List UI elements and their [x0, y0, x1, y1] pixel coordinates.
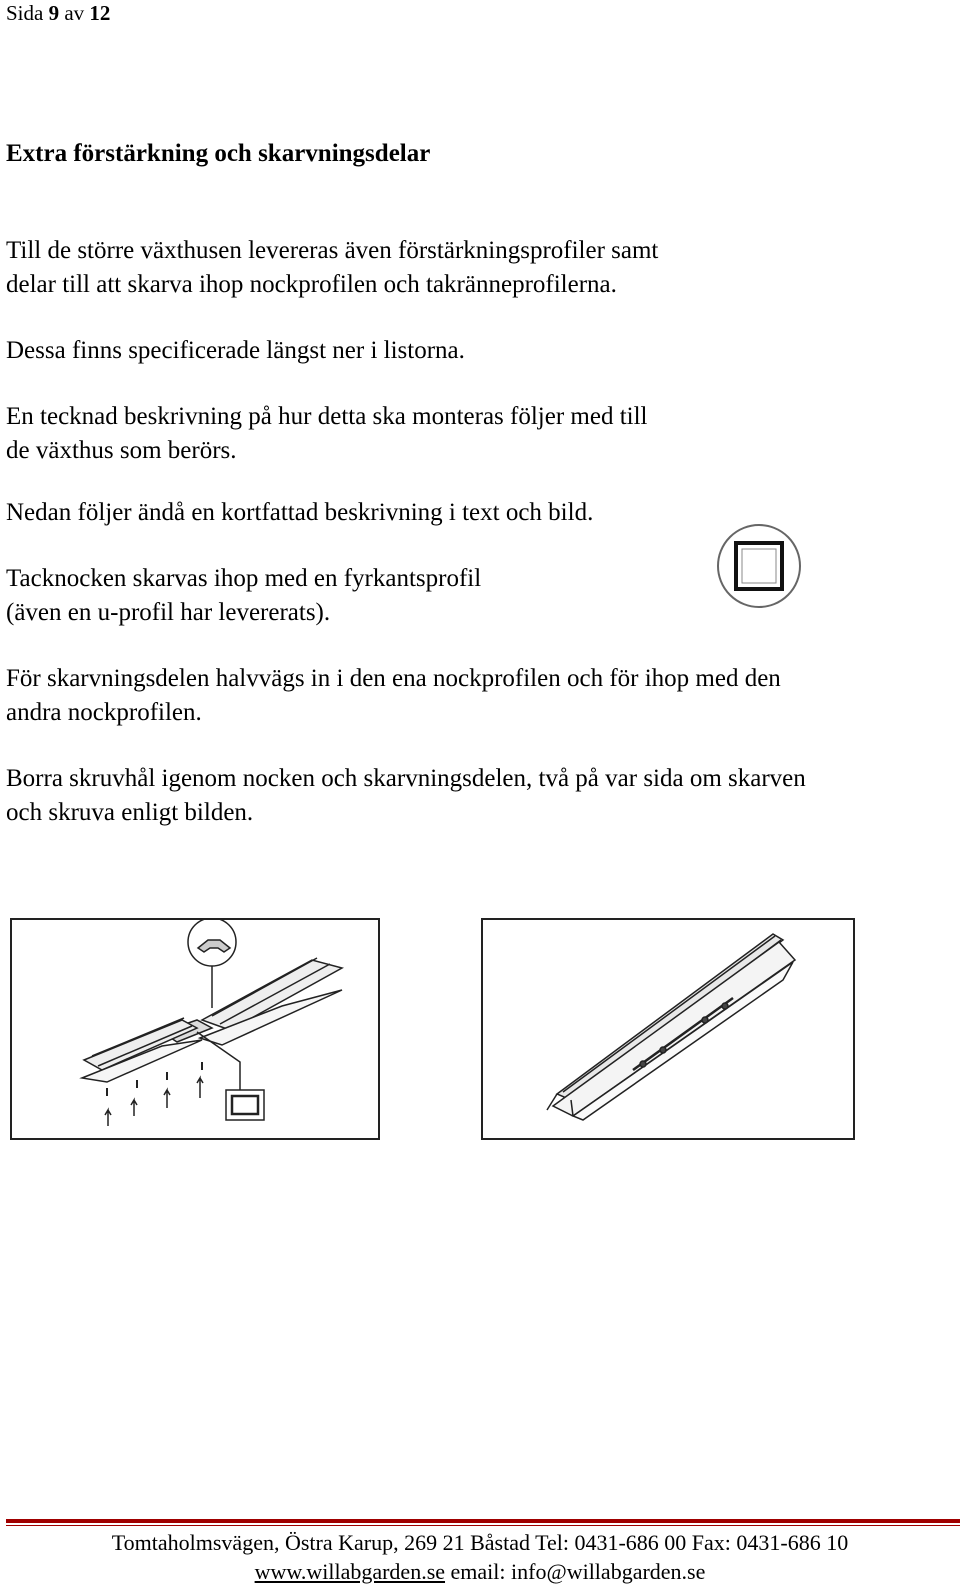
- paragraph-intro: [6, 234, 658, 302]
- page-number: [6, 1, 110, 26]
- paragraph-line: Dessa finns specificerade längst ner i listorna.: [6, 337, 465, 364]
- paragraph-specification: [6, 334, 465, 368]
- paragraph-drawing-note: [6, 400, 647, 468]
- email-label: email:: [450, 1559, 506, 1584]
- paragraph-line: (även en u-profil har levererats).: [6, 599, 331, 626]
- footer-contact: [0, 1559, 960, 1585]
- footer-address: Tomtaholmsvägen, Östra Karup, 269 21 Båstad Tel: 0431-686 00 Fax: 0431-686 10: [111, 1530, 849, 1555]
- assembly-diagram-exploded: [10, 918, 380, 1140]
- paragraph-line: Nedan följer ändå en kortfattad beskrivning i text och bild.: [6, 499, 594, 526]
- footer-rule: [6, 1519, 960, 1523]
- paragraph-line: Tacknocken skarvas ihop med en fyrkantsprofil: [6, 565, 482, 592]
- section-heading: Extra förstärkning och skarvningsdelar: [6, 140, 431, 167]
- page-current: 9: [48, 1, 60, 25]
- paragraph-square-profile: [6, 562, 481, 630]
- email-link[interactable]: info@willabgarden.se: [511, 1559, 706, 1584]
- website-link[interactable]: www.willabgarden.se: [254, 1559, 446, 1584]
- paragraph-summary: [6, 496, 593, 530]
- paragraph-insert-joint: [6, 662, 781, 730]
- page-separator: av: [64, 1, 85, 25]
- paragraph-line: delar till att skarva ihop nockprofilen och takränneprofilerna.: [6, 271, 617, 298]
- assembly-diagram-joined: [481, 918, 855, 1140]
- paragraph-line: andra nockprofilen.: [6, 699, 202, 726]
- paragraph-line: Till de större växthusen levereras även förstärkningsprofiler samt: [6, 237, 659, 264]
- paragraph-line: En tecknad beskrivning på hur detta ska monteras följer med till: [6, 403, 648, 430]
- paragraph-line: Borra skruvhål igenom nocken och skarvningsdelen, två på var sida om skarven: [6, 765, 806, 792]
- page-total: 12: [89, 1, 111, 25]
- paragraph-line: För skarvningsdelen halvvägs in i den ena nockprofilen och för ihop med den: [6, 665, 781, 692]
- square-profile-illustration: [715, 522, 803, 610]
- footer-rule-thin: [6, 1525, 960, 1526]
- paragraph-line: och skruva enligt bilden.: [6, 799, 254, 826]
- paragraph-drill-screw: [6, 762, 806, 830]
- page-prefix: Sida: [6, 1, 44, 25]
- paragraph-line: de växthus som berörs.: [6, 437, 237, 464]
